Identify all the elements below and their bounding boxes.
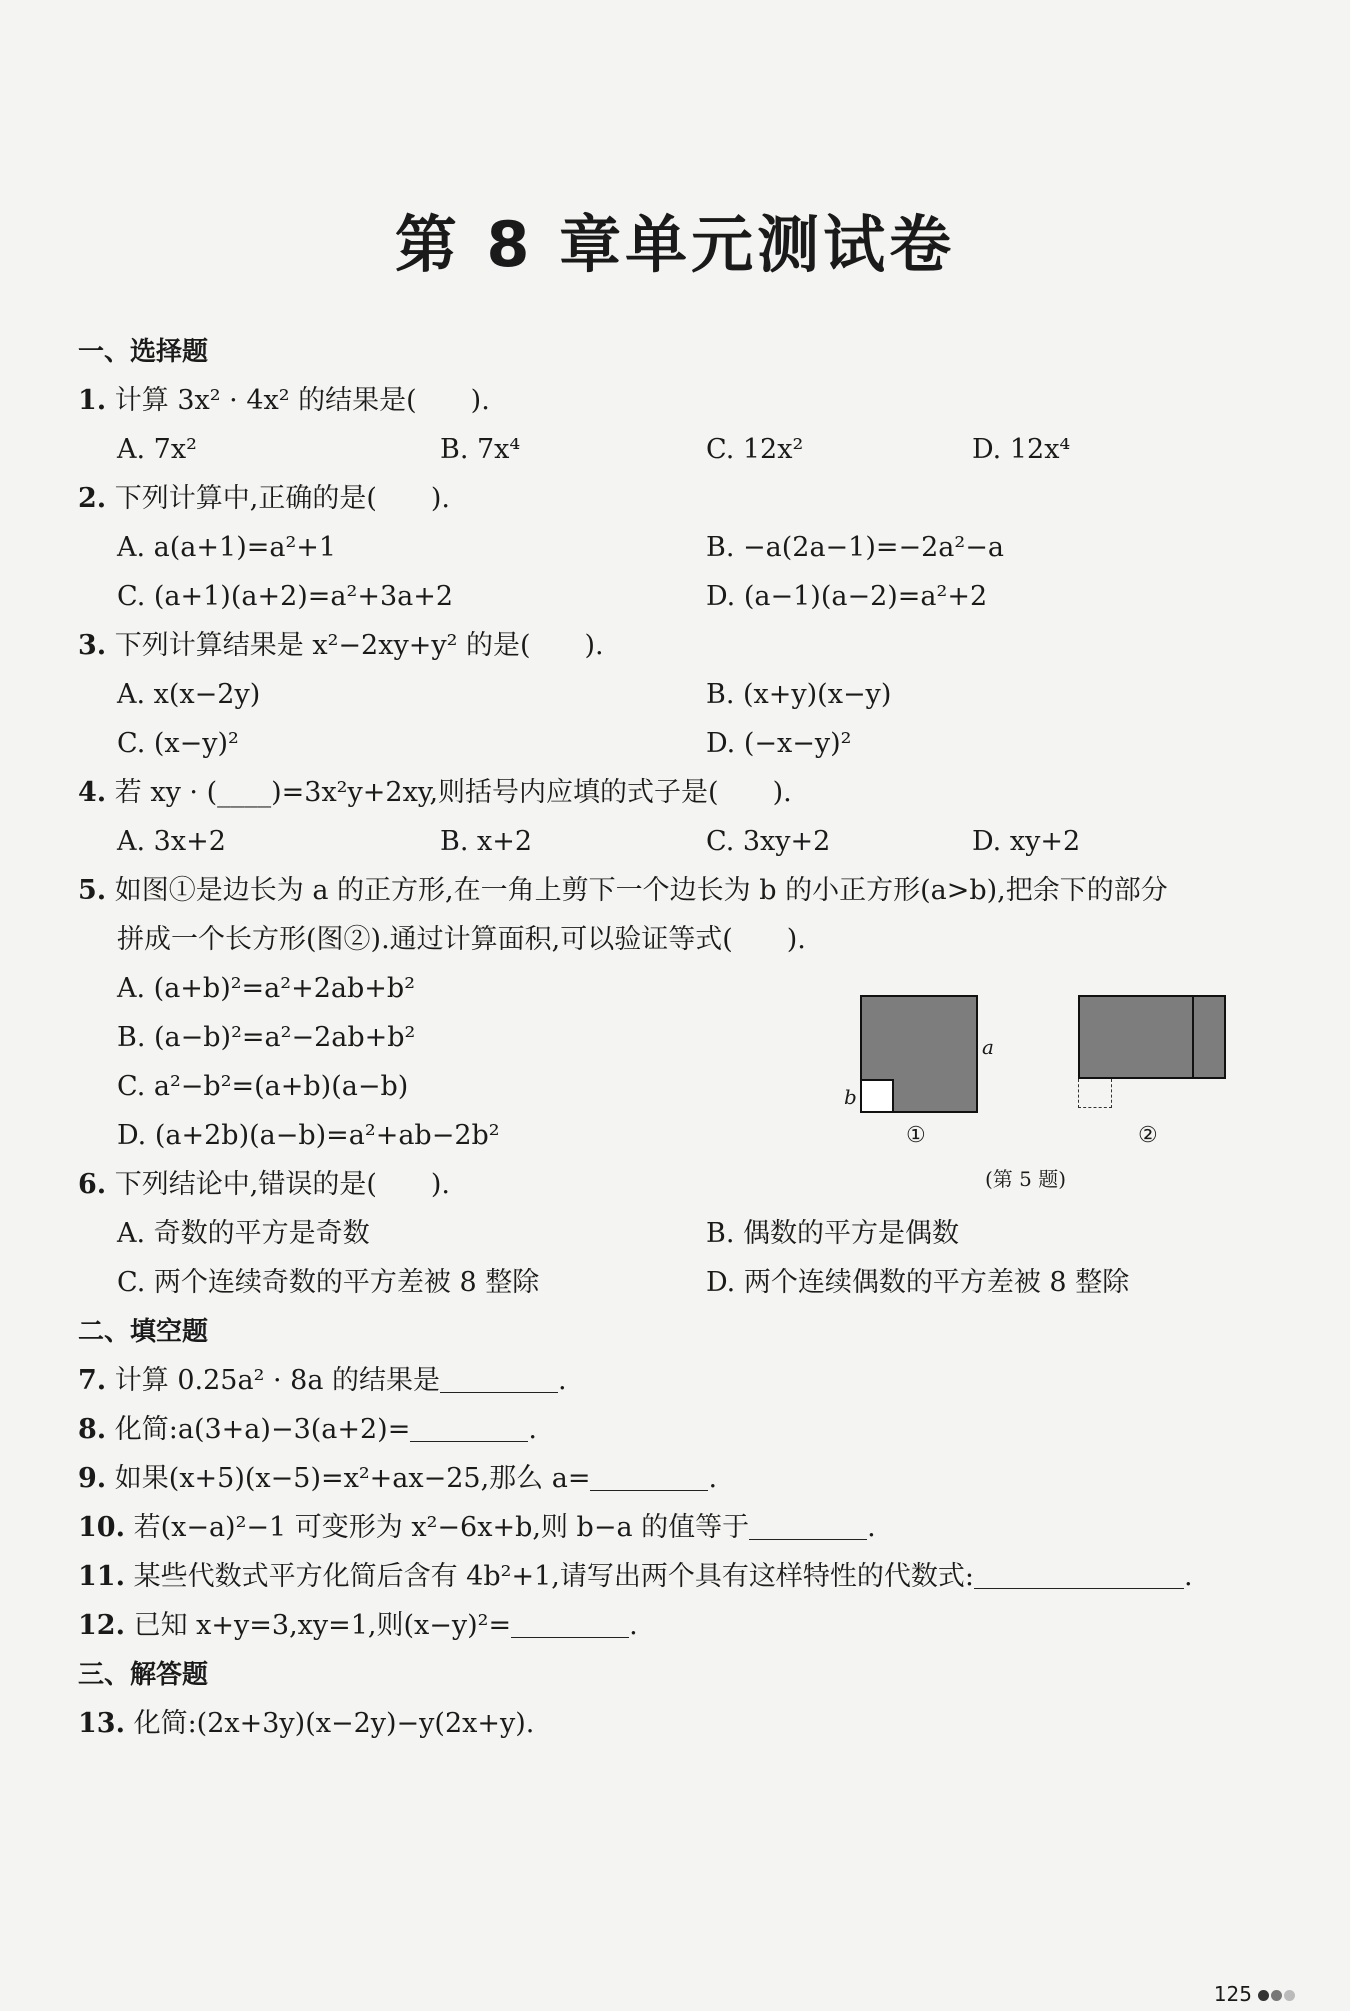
answer-blank[interactable]: [440, 1366, 558, 1393]
figure-1-label: ①: [906, 1123, 926, 1148]
question-10: 10. 若(x−a)²−1 可变形为 x²−6x+b,则 b−a 的值等于 .: [78, 1512, 876, 1543]
question-7: 7. 计算 0.25a² · 8a 的结果是 .: [78, 1365, 567, 1396]
option-a: A. 3x+2: [117, 826, 226, 857]
question-number: 4.: [78, 777, 107, 808]
question-number: 9.: [78, 1463, 107, 1494]
question-stem-line-2: 拼成一个长方形(图②).通过计算面积,可以验证等式( ).: [117, 924, 806, 955]
option-b: B. x+2: [440, 826, 533, 857]
question-stem: 若(x−a)²−1 可变形为 x²−6x+b,则 b−a 的值等于: [133, 1512, 750, 1543]
question-11: 11. 某些代数式平方化简后含有 4b²+1,请写出两个具有这样特性的代数式: .: [78, 1561, 1193, 1592]
question-number: 10.: [78, 1512, 125, 1543]
option-a: A. 奇数的平方是奇数: [117, 1218, 370, 1249]
option-d: D. (a+2b)(a−b)=a²+ab−2b²: [117, 1120, 500, 1151]
question-stem: 计算 3x² · 4x² 的结果是( ).: [114, 385, 490, 416]
question-1: [78, 384, 490, 418]
question-stem: 如果(x+5)(x−5)=x²+ax−25,那么 a=: [114, 1463, 591, 1494]
option-a: A. 7x²: [117, 434, 197, 465]
question-number: 5.: [78, 875, 107, 906]
question-2: [78, 482, 450, 516]
question-9: 9. 如果(x+5)(x−5)=x²+ax−25,那么 a= .: [78, 1463, 718, 1494]
question-5: [78, 874, 1168, 908]
question-13: [78, 1707, 534, 1741]
option-d: D. xy+2: [972, 826, 1081, 857]
section-heading-solve: 三、解答题: [78, 1660, 209, 1690]
label-b: b: [844, 1085, 857, 1109]
question-5-figure: [820, 985, 1260, 1185]
question-stem: 下列计算中,正确的是( ).: [114, 483, 451, 514]
option-c: C. 12x²: [706, 434, 804, 465]
option-d: D. (−x−y)²: [706, 728, 852, 759]
option-b: B. −a(2a−1)=−2a²−a: [706, 532, 1004, 563]
option-b: B. (a−b)²=a²−2ab+b²: [117, 1022, 416, 1053]
question-stem: 某些代数式平方化简后含有 4b²+1,请写出两个具有这样特性的代数式:: [133, 1561, 974, 1592]
option-c: C. (a+1)(a+2)=a²+3a+2: [117, 581, 454, 612]
question-stem: 化简:(2x+3y)(x−2y)−y(2x+y).: [133, 1708, 535, 1739]
answer-blank[interactable]: [511, 1611, 629, 1638]
section-heading-choice: 一、选择题: [78, 337, 209, 367]
option-c: C. (x−y)²: [117, 728, 239, 759]
page-title: 第 8 章单元测试卷: [394, 208, 956, 281]
question-stem: 计算 0.25a² · 8a 的结果是: [114, 1365, 441, 1396]
option-a: A. x(x−2y): [117, 679, 261, 710]
question-stem: 下列计算结果是 x²−2xy+y² 的是( ).: [114, 630, 604, 661]
figure-2-label: ②: [1138, 1123, 1158, 1148]
question-number: 6.: [78, 1169, 107, 1200]
answer-blank[interactable]: [749, 1513, 867, 1540]
answer-blank[interactable]: [590, 1464, 708, 1491]
option-c: C. 3xy+2: [706, 826, 831, 857]
figure-caption: (第 5 题): [985, 1167, 1067, 1191]
question-12: 12. 已知 x+y=3,xy=1,则(x−y)²= .: [78, 1610, 638, 1641]
option-d: D. (a−1)(a−2)=a²+2: [706, 581, 988, 612]
question-number: 11.: [78, 1561, 125, 1592]
answer-blank[interactable]: [974, 1562, 1184, 1589]
option-d: D. 两个连续偶数的平方差被 8 整除: [706, 1267, 1130, 1298]
question-stem-line-1: 如图①是边长为 a 的正方形,在一角上剪下一个边长为 b 的小正方形(a>b),把余下的部分: [114, 875, 1168, 906]
question-6: [78, 1168, 450, 1202]
option-c: C. a²−b²=(a+b)(a−b): [117, 1071, 409, 1102]
question-number: 7.: [78, 1365, 107, 1396]
question-number: 1.: [78, 385, 107, 416]
option-b: B. 偶数的平方是偶数: [706, 1218, 960, 1249]
question-4: [78, 776, 792, 810]
question-number: 12.: [78, 1610, 125, 1641]
figure-2-strip: [1192, 995, 1226, 1079]
question-stem: 若 xy · (____)=3x²y+2xy,则括号内应填的式子是( ).: [114, 777, 792, 808]
question-stem: 化简:a(3+a)−3(a+2)=: [114, 1414, 411, 1445]
question-stem: 下列结论中,错误的是( ).: [114, 1169, 451, 1200]
label-a: a: [982, 1035, 994, 1059]
question-number: 3.: [78, 630, 107, 661]
figure-2-rectangle: [1078, 995, 1194, 1079]
question-3: [78, 629, 604, 663]
figure-2-dashed-square: [1078, 1079, 1112, 1108]
section-heading-fill: 二、填空题: [78, 1317, 209, 1347]
option-b: B. 7x⁴: [440, 434, 521, 465]
question-number: 13.: [78, 1708, 125, 1739]
answer-blank[interactable]: [410, 1415, 528, 1442]
question-number: 8.: [78, 1414, 107, 1445]
option-c: C. 两个连续奇数的平方差被 8 整除: [117, 1267, 540, 1298]
question-stem: 已知 x+y=3,xy=1,则(x−y)²=: [133, 1610, 512, 1641]
option-a: A. a(a+1)=a²+1: [117, 532, 337, 563]
question-8: 8. 化简:a(3+a)−3(a+2)= .: [78, 1414, 537, 1445]
page-number-text: 125: [1213, 1982, 1252, 2006]
figure-1-cut-square: [860, 1079, 894, 1113]
question-number: 2.: [78, 483, 107, 514]
page-dots-icon: [1256, 1982, 1295, 2006]
option-b: B. (x+y)(x−y): [706, 679, 892, 710]
page-number: [1214, 1982, 1295, 2006]
option-a: A. (a+b)²=a²+2ab+b²: [117, 973, 416, 1004]
option-d: D. 12x⁴: [972, 434, 1071, 465]
